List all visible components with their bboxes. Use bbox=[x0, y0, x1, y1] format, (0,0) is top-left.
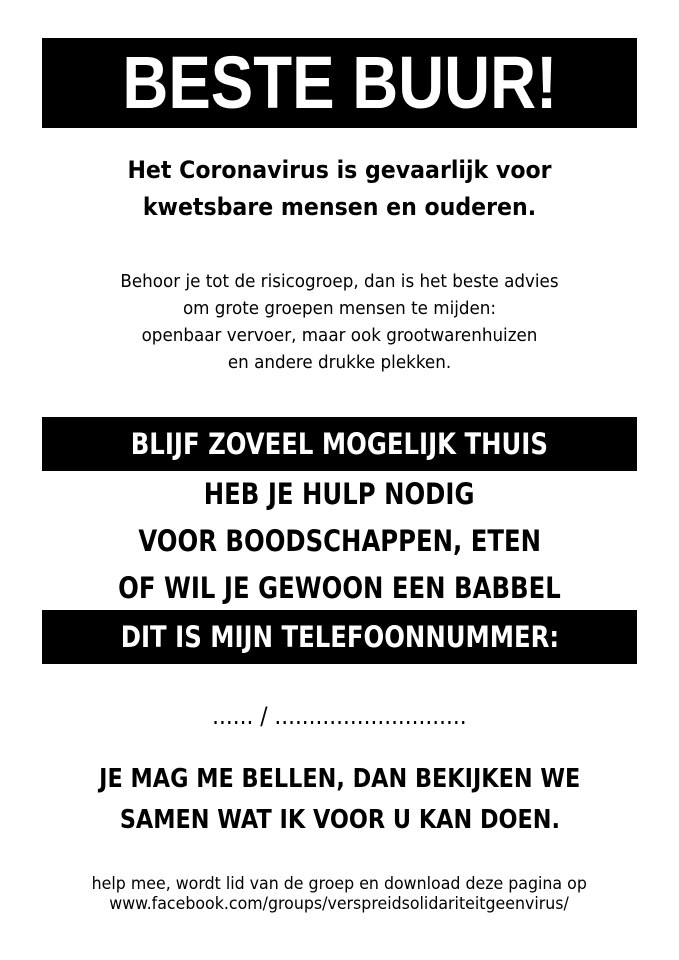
advice-block bbox=[0, 268, 679, 376]
stay-home-banner bbox=[42, 417, 637, 471]
intro-line: Het Coronavirus is gevaarlijk voor bbox=[127, 156, 552, 184]
footer-text: help mee, wordt lid van de groep en download deze pagina op bbox=[91, 874, 588, 894]
phone-number-field bbox=[0, 702, 679, 730]
advice-line: en andere drukke plekken. bbox=[227, 352, 452, 373]
title-text: BESTE BUUR! bbox=[122, 41, 557, 124]
help-line bbox=[0, 571, 679, 605]
stay-home-text: BLIJF ZOVEEL MOGELIJK THUIS bbox=[130, 426, 549, 461]
help-line-text: OF WIL JE GEWOON EEN BABBEL bbox=[118, 571, 561, 605]
call-line bbox=[0, 766, 679, 792]
intro-line: kwetsbare mensen en ouderen. bbox=[142, 193, 537, 221]
phone-placeholder: ...... / ............................ bbox=[212, 702, 467, 730]
phone-banner bbox=[42, 610, 637, 664]
call-line-text: SAMEN WAT IK VOOR U KAN DOEN. bbox=[119, 805, 560, 835]
advice-line: openbaar vervoer, maar ook grootwarenhuizen bbox=[141, 325, 538, 346]
footer-line bbox=[0, 876, 679, 893]
call-line-text: JE MAG ME BELLEN, DAN BEKIJKEN WE bbox=[98, 764, 581, 794]
phone-banner-text: DIT IS MIJN TELEFOONNUMMER: bbox=[120, 619, 559, 654]
footer-url bbox=[0, 896, 679, 913]
advice-line: om grote groepen mensen te mijden: bbox=[182, 298, 497, 319]
call-line bbox=[0, 807, 679, 833]
advice-line: Behoor je tot de risicogroep, dan is het beste advies bbox=[120, 271, 559, 292]
footer-url-text: www.facebook.com/groups/verspreidsolidariteitgeenvirus/ bbox=[109, 894, 570, 914]
help-line-text: VOOR BOODSCHAPPEN, ETEN bbox=[138, 524, 541, 558]
help-line-text: HEB JE HULP NODIG bbox=[204, 477, 475, 511]
title-banner bbox=[42, 38, 637, 128]
intro-block bbox=[0, 152, 679, 226]
help-line bbox=[0, 524, 679, 558]
help-line bbox=[0, 477, 679, 511]
